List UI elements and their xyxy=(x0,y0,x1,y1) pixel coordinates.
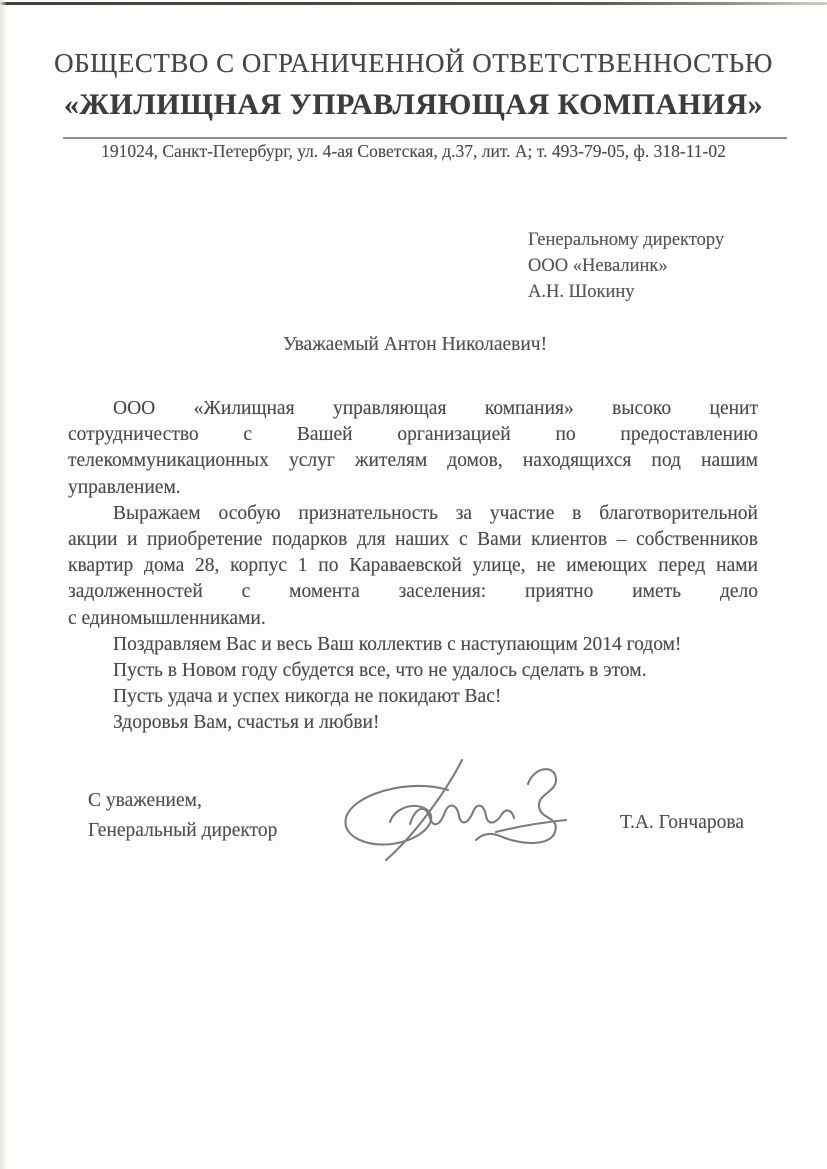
letterhead-org-type: ОБЩЕСТВО С ОГРАНИЧЕННОЙ ОТВЕТСТВЕННОСТЬЮ xyxy=(54,48,773,78)
signer-name: Т.А. Гончарова xyxy=(620,812,744,833)
body-line: задолженностей с момента заселения: приятно иметь дело xyxy=(68,581,758,603)
body-line: Пусть в Новом году сбудется все, что не удалось сделать в этом. xyxy=(113,660,647,682)
body-line: телекоммуникационных услуг жителям домов, находящихся под нашим xyxy=(68,450,758,472)
recipient-person: А.Н. Шокину xyxy=(528,282,635,303)
closing-block xyxy=(88,786,277,846)
body-line: с единомышленниками. xyxy=(68,607,266,629)
body-line: Пусть удача и успех никогда не покидают Вас! xyxy=(113,686,502,708)
letterhead-divider xyxy=(63,137,787,139)
recipient-position: Генеральному директору xyxy=(528,230,725,250)
scan-edge-artifact-left xyxy=(0,0,7,1169)
scan-edge-artifact-top xyxy=(0,2,827,5)
body-line: сотрудничество с Вашей организацией по предоставлению xyxy=(68,424,758,446)
body-line: Поздравляем Вас и весь Ваш коллектив с наступающим 2014 годом! xyxy=(113,633,682,655)
body-line: Выражаем особую признательность за участие в благотворительной xyxy=(113,502,758,524)
handwritten-signature-icon xyxy=(290,750,580,870)
body-line: Здоровья Вам, счастья и любви! xyxy=(113,712,380,734)
body-line: управлением. xyxy=(68,476,181,498)
letter-body xyxy=(68,396,758,737)
salutation: Уважаемый Антон Николаевич! xyxy=(283,334,548,355)
recipient-company: ООО «Невалинк» xyxy=(528,256,668,277)
body-line: акции и приобретение подарков для наших с Вами клиентов – собственников xyxy=(68,529,758,551)
closing-regards: С уважением, xyxy=(88,790,202,811)
letterhead-address: 191024, Санкт-Петербург, ул. 4-ая Советская, д.37, лит. А; т. 493-79-05, ф. 318-11-02 xyxy=(101,141,726,161)
body-line: квартир дома 28, корпус 1 по Караваевской улице, не имеющих перед нами xyxy=(68,555,758,577)
closing-title: Генеральный директор xyxy=(88,820,278,841)
body-line: ООО «Жилищная управляющая компания» высоко ценит xyxy=(113,398,758,419)
recipient-block xyxy=(528,228,724,307)
letterhead-org-name: «ЖИЛИЩНАЯ УПРАВЛЯЮЩАЯ КОМПАНИЯ» xyxy=(63,88,764,121)
